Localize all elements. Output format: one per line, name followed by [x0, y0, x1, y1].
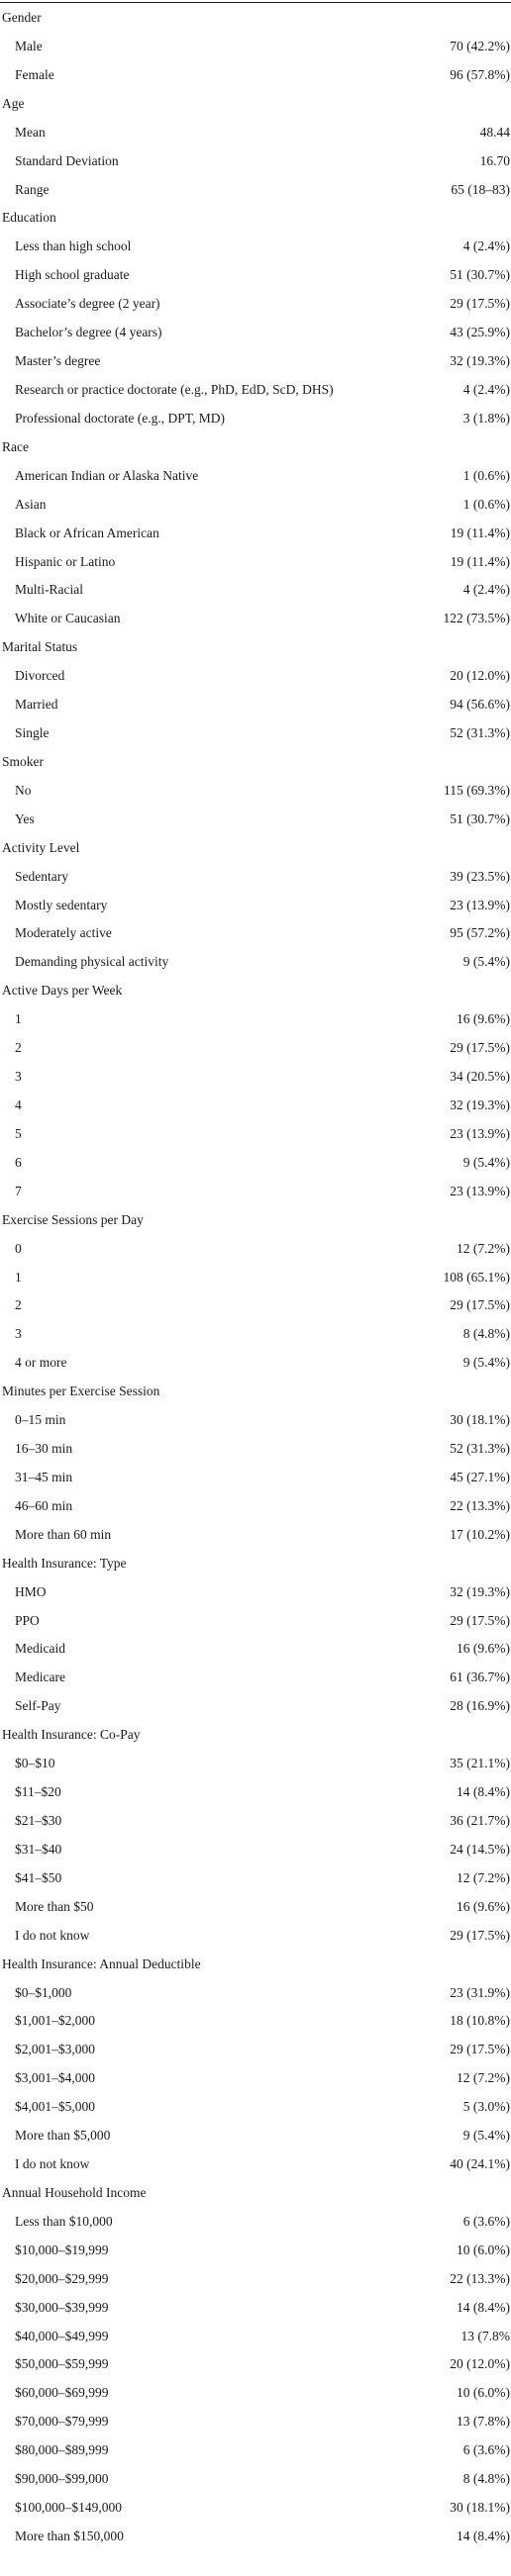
row-value: 52 (31.3%): [450, 725, 510, 740]
category-title: Health Insurance: Co-Pay: [2, 1727, 141, 1743]
row-label: $2,001–$3,000: [15, 2042, 95, 2057]
row-label: $3,001–$4,000: [15, 2070, 95, 2086]
row-value: 16 (9.6%): [457, 1898, 510, 1914]
row-label: PPO: [15, 1612, 40, 1628]
row-label: 3: [15, 1326, 22, 1342]
row-value: 32 (19.3%): [450, 1583, 510, 1599]
row-label: 3: [15, 1069, 22, 1084]
row-label: No: [15, 782, 32, 798]
row-value: 29 (17.5%): [450, 1297, 510, 1313]
row-value: 28 (16.9%): [450, 1698, 510, 1714]
row-label: $4,001–$5,000: [15, 2099, 95, 2115]
row-label: $50,000–$59,999: [15, 2356, 109, 2372]
row-label: Range: [15, 181, 50, 197]
row-label: Moderately active: [15, 925, 112, 941]
row-label: Bachelor’s degree (4 years): [15, 325, 162, 340]
row-value: 3 (1.8%): [462, 410, 510, 426]
row-value: 34 (20.5%): [450, 1069, 510, 1084]
row-value: 32 (19.3%): [450, 353, 510, 368]
row-label: American Indian or Alaska Native: [15, 467, 199, 483]
row-value: 20 (12.0%): [450, 2356, 510, 2372]
row-value: 32 (19.3%): [450, 1097, 510, 1112]
row-value: 9 (5.4%): [462, 1154, 510, 1170]
row-label: More than $50: [15, 1898, 94, 1914]
row-label: More than 60 min: [15, 1526, 112, 1542]
row-label: $0–$10: [15, 1756, 55, 1771]
row-value: 13 (7.8%): [457, 2414, 510, 2430]
category-title: Minutes per Exercise Session: [2, 1383, 160, 1399]
row-label: $21–$30: [15, 1813, 62, 1828]
row-label: Medicaid: [15, 1641, 65, 1657]
row-value: 23 (31.9%): [450, 1984, 510, 2000]
category-title: Marital Status: [2, 639, 78, 655]
row-label: Demanding physical activity: [15, 954, 169, 970]
row-value: 13 (7.8%: [460, 2328, 510, 2343]
row-label: 16–30 min: [15, 1441, 73, 1456]
row-label: Standard Deviation: [15, 152, 119, 168]
row-label: Less than high school: [15, 239, 132, 254]
row-label: $40,000–$49,999: [15, 2328, 109, 2343]
row-label: $70,000–$79,999: [15, 2414, 109, 2430]
row-label: Mean: [15, 124, 46, 140]
category-title: Activity Level: [2, 839, 80, 855]
row-value: 1 (0.6%): [462, 496, 510, 512]
row-label: 5: [15, 1125, 22, 1141]
category-title: Smoker: [2, 753, 44, 769]
row-value: 6 (3.6%): [462, 2442, 510, 2458]
row-value: 19 (11.4%): [450, 525, 510, 540]
row-label: Less than $10,000: [15, 2213, 113, 2229]
row-value: 43 (25.9%): [450, 325, 510, 340]
row-label: $20,000–$29,999: [15, 2270, 109, 2286]
row-value: 8 (4.8%): [462, 2471, 510, 2487]
row-label: Self-Pay: [15, 1698, 61, 1714]
row-label: $90,000–$99,000: [15, 2471, 109, 2487]
row-value: 95 (57.2%): [450, 925, 510, 941]
row-value: 23 (13.9%): [450, 897, 510, 912]
row-label: More than $5,000: [15, 2128, 111, 2144]
row-value: 20 (12.0%): [450, 668, 510, 684]
row-value: 35 (21.1%): [450, 1756, 510, 1771]
row-value: 16 (9.6%): [457, 1011, 510, 1027]
row-label: Married: [15, 697, 58, 713]
row-value: 29 (17.5%): [450, 296, 510, 312]
row-label: 31–45 min: [15, 1469, 73, 1484]
row-value: 52 (31.3%): [450, 1441, 510, 1456]
row-label: 1: [15, 1011, 22, 1027]
row-value: 17 (10.2%): [450, 1526, 510, 1542]
row-label: 2: [15, 1040, 22, 1056]
row-label: 1: [15, 1269, 22, 1285]
row-value: 9 (5.4%): [462, 954, 510, 970]
row-label: I do not know: [15, 2156, 90, 2171]
row-label: $30,000–$39,999: [15, 2299, 109, 2315]
row-value: 6 (3.6%): [462, 2213, 510, 2229]
category-title: Active Days per Week: [2, 983, 123, 999]
category-title: Gender: [2, 10, 42, 25]
row-value: 30 (18.1%): [450, 1412, 510, 1428]
category-title: Education: [2, 210, 56, 226]
row-value: 61 (36.7%): [450, 1670, 510, 1685]
row-value: 18 (10.8%): [450, 2013, 510, 2029]
row-value: 14 (8.4%): [457, 2528, 510, 2543]
row-label: Professional doctorate (e.g., DPT, MD): [15, 410, 225, 426]
row-label: Mostly sedentary: [15, 897, 108, 912]
row-value: 10 (6.0%): [457, 2385, 510, 2401]
category-title: Exercise Sessions per Day: [2, 1211, 144, 1227]
row-value: 65 (18–83): [451, 181, 510, 197]
row-label: 2: [15, 1297, 22, 1313]
row-label: $41–$50: [15, 1869, 62, 1885]
row-value: 14 (8.4%): [457, 1784, 510, 1799]
row-label: Master’s degree: [15, 353, 101, 368]
row-label: $31–$40: [15, 1841, 62, 1857]
row-value: 9 (5.4%): [462, 1355, 510, 1371]
row-value: 16 (9.6%): [457, 1641, 510, 1657]
category-title: Health Insurance: Type: [2, 1555, 127, 1571]
row-value: 51 (30.7%): [450, 811, 510, 826]
category-title: Race: [2, 438, 29, 454]
row-label: Hispanic or Latino: [15, 553, 116, 569]
row-label: $1,001–$2,000: [15, 2013, 95, 2029]
category-title: Annual Household Income: [2, 2184, 147, 2200]
row-value: 29 (17.5%): [450, 1927, 510, 1943]
row-label: More than $150,000: [15, 2528, 124, 2543]
row-value: 22 (13.3%): [450, 2270, 510, 2286]
row-value: 4 (2.4%): [462, 582, 510, 598]
row-label: Multi-Racial: [15, 582, 83, 598]
row-value: 36 (21.7%): [450, 1813, 510, 1828]
row-value: 115 (69.3%): [444, 782, 510, 798]
row-label: $100,000–$149,000: [15, 2500, 122, 2515]
row-value: 23 (13.9%): [450, 1183, 510, 1198]
row-label: HMO: [15, 1583, 47, 1599]
row-label: High school graduate: [15, 267, 130, 283]
row-value: 14 (8.4%): [457, 2299, 510, 2315]
row-value: 96 (57.8%): [450, 66, 510, 82]
row-label: 46–60 min: [15, 1497, 73, 1513]
row-value: 22 (13.3%): [450, 1497, 510, 1513]
row-value: 108 (65.1%): [443, 1269, 510, 1285]
row-label: $60,000–$69,999: [15, 2385, 109, 2401]
row-label: Male: [15, 38, 43, 53]
row-label: 6: [15, 1154, 22, 1170]
row-label: 0–15 min: [15, 1412, 66, 1428]
row-label: Divorced: [15, 668, 65, 684]
row-label: Black or African American: [15, 525, 159, 540]
row-value: 1 (0.6%): [462, 467, 510, 483]
row-value: 122 (73.5%): [443, 611, 510, 626]
row-label: $0–$1,000: [15, 1984, 72, 2000]
row-value: 24 (14.5%): [450, 1841, 510, 1857]
row-label: 4: [15, 1097, 22, 1112]
row-value: 51 (30.7%): [450, 267, 510, 283]
row-value: 19 (11.4%): [450, 553, 510, 569]
row-label: $80,000–$89,999: [15, 2442, 109, 2458]
row-label: Sedentary: [15, 868, 68, 884]
row-label: Yes: [15, 811, 35, 826]
row-label: $10,000–$19,999: [15, 2242, 109, 2257]
row-value: 94 (56.6%): [450, 697, 510, 713]
row-value: 29 (17.5%): [450, 1612, 510, 1628]
row-label: 0: [15, 1240, 22, 1256]
row-value: 45 (27.1%): [450, 1469, 510, 1484]
row-label: I do not know: [15, 1927, 90, 1943]
row-label: 4 or more: [15, 1355, 67, 1371]
row-label: Single: [15, 725, 50, 740]
row-value: 30 (18.1%): [450, 2500, 510, 2515]
row-value: 4 (2.4%): [462, 239, 510, 254]
row-value: 29 (17.5%): [450, 2042, 510, 2057]
row-value: 39 (23.5%): [450, 868, 510, 884]
row-value: 23 (13.9%): [450, 1125, 510, 1141]
row-value: 12 (7.2%): [457, 1240, 510, 1256]
row-value: 29 (17.5%): [450, 1040, 510, 1056]
row-label: 7: [15, 1183, 22, 1198]
row-label: Medicare: [15, 1670, 65, 1685]
row-value: 16.70: [479, 152, 510, 168]
row-label: Asian: [15, 496, 47, 512]
category-title: Health Insurance: Annual Deductible: [2, 1956, 201, 1971]
category-title: Age: [2, 95, 25, 111]
row-value: 10 (6.0%): [457, 2242, 510, 2257]
row-label: Research or practice doctorate (e.g., PhD, EdD, ScD, DHS): [15, 382, 334, 397]
row-value: 5 (3.0%): [462, 2099, 510, 2115]
row-label: $11–$20: [15, 1784, 61, 1799]
row-value: 12 (7.2%): [457, 1869, 510, 1885]
row-value: 40 (24.1%): [450, 2156, 510, 2171]
row-label: Female: [15, 66, 54, 82]
row-value: 12 (7.2%): [457, 2070, 510, 2086]
row-value: 4 (2.4%): [462, 382, 510, 397]
table-top-rule: [0, 2, 511, 3]
row-value: 8 (4.8%): [462, 1326, 510, 1342]
row-label: White or Caucasian: [15, 611, 121, 626]
row-value: 9 (5.4%): [462, 2128, 510, 2144]
row-value: 70 (42.2%): [450, 38, 510, 53]
row-label: Associate’s degree (2 year): [15, 296, 160, 312]
row-value: 48.44: [479, 124, 510, 140]
